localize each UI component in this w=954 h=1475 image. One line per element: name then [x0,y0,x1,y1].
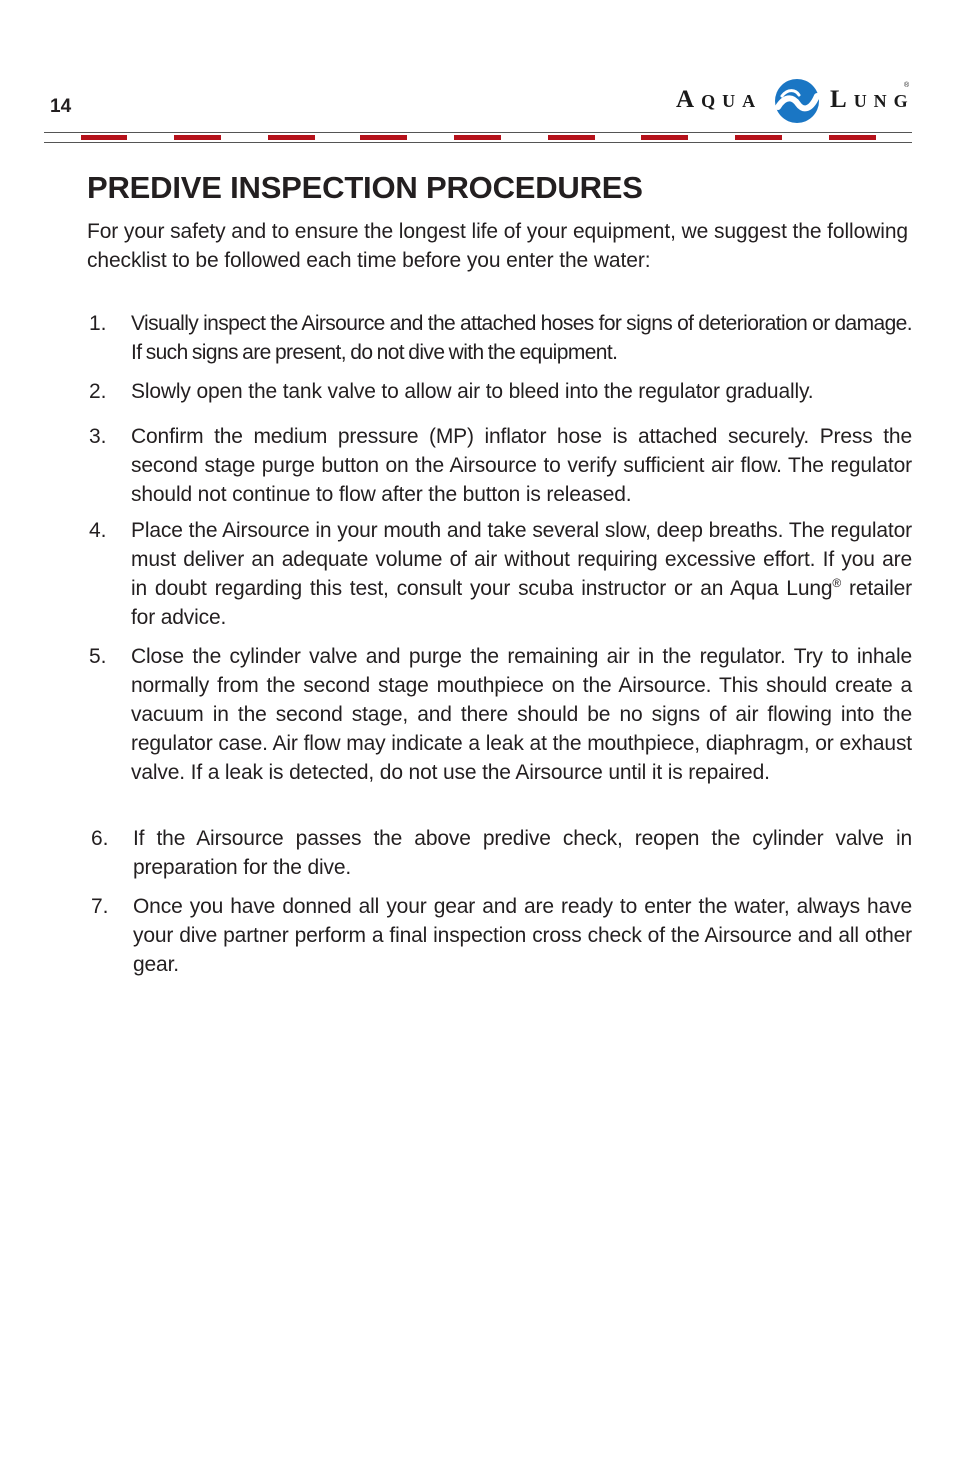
item-text-main: Place the Airsource in your mouth and take several slow, deep breaths. The regulator must deliver an adequate volume of air without requiring excessive effort. If you are in doubt regarding this test, consult your scuba instructor or an Aqua Lung [131,519,912,600]
checklist-item [91,824,912,882]
intro-paragraph: For your safety and to ensure the longest life of your equipment, we suggest the following checklist to be followed each time before you enter the water: [87,220,908,272]
header-rule-segment [641,135,688,140]
item-text: Visually inspect the Airsource and the attached hoses for signs of deterioration or damage. If such signs are present, do not dive with the equipment. [131,312,912,364]
checklist-item [89,377,912,406]
registered-mark: ® [832,576,842,590]
header-rule-top-line [44,132,912,133]
aqua-lung-wave-icon [772,76,822,126]
item-number: 7. [91,895,109,918]
header-rule-segment [360,135,407,140]
item-text: Close the cylinder valve and purge the remaining air in the regulator. Try to inhale normally from the second stage mouthpiece on the Airsource. This should create a vacuum in the second stage, and there should be no signs of air flowing into the regulator case. Air flow may indicate a leak at the mouthpiece, diaphragm, or exhaust valve. If a leak is detected, do not use the Airsource until it is repaired. [131,645,912,784]
item-text-end: retailer for advice. [131,577,912,629]
logo-word-lung: LUNG [830,86,915,113]
header-rule-segment [829,135,876,140]
checklist-item [91,892,912,979]
item-text: Slowly open the tank valve to allow air to bleed into the regulator gradually. [131,380,814,403]
item-number: 5. [89,645,107,668]
logo-registered-mark: ® [904,82,910,89]
page-title: PREDIVE INSPECTION PROCEDURES [87,170,643,205]
item-text: If the Airsource passes the above predive check, reopen the cylinder valve in preparation for the dive. [133,827,912,879]
header-rule-segment [268,135,315,140]
checklist-item [89,642,912,787]
item-text: Confirm the medium pressure (MP) inflator hose is attached securely. Press the second stage purge button on the Airsource to verify sufficient air flow. The regulator should not continue to flow after the button is released. [131,425,912,506]
item-number: 6. [91,827,109,850]
item-number: 2. [89,380,107,403]
checklist-item [89,516,912,632]
logo-word-aqua: AQUA [676,86,763,113]
page-number: 14 [50,96,72,117]
header-rule-segment [81,135,127,140]
header-rule-segment [454,135,501,140]
checklist-item [89,422,912,509]
item-text: Once you have donned all your gear and are ready to enter the water, always have your dive partner perform a final inspection cross check of the Airsource and all other gear. [133,895,912,976]
item-number: 1. [89,312,107,335]
aqua-lung-logo [676,76,915,126]
checklist-item [89,309,912,367]
item-number: 3. [89,425,107,448]
header-rule-segment [174,135,221,140]
item-number: 4. [89,519,107,542]
header-rule-segment [735,135,782,140]
header-rule [44,132,912,143]
item-text [131,516,912,632]
header-rule-segment [548,135,595,140]
header-rule-bottom-line [44,142,912,143]
